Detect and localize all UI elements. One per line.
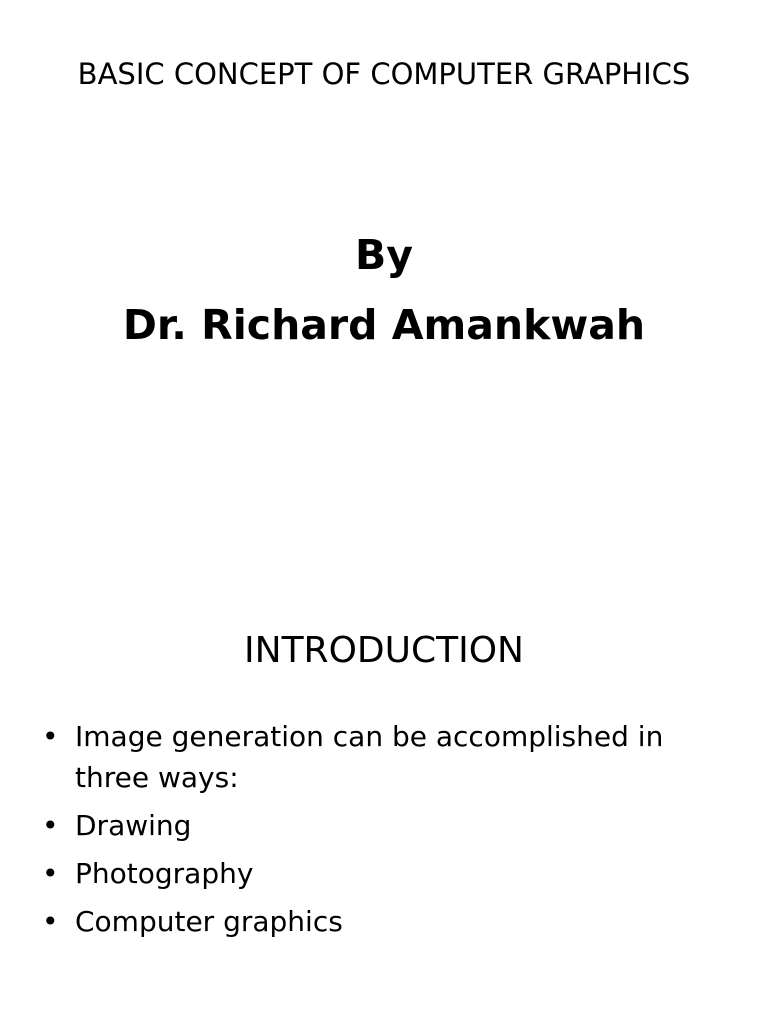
- bullet-text: Photography: [75, 857, 254, 890]
- bullet-item: [42, 805, 722, 846]
- author-name: Dr. Richard Amankwah: [122, 301, 646, 349]
- bullet-dot-icon: •: [42, 809, 59, 842]
- bullet-text: Computer graphics: [75, 905, 343, 938]
- section-title: INTRODUCTION: [244, 630, 524, 671]
- byline: By: [355, 231, 413, 279]
- bullet-item: [42, 901, 722, 942]
- bullet-text: Image generation can be accomplished in three ways:: [75, 720, 664, 794]
- bullet-dot-icon: •: [42, 857, 59, 890]
- bullet-item: [42, 716, 722, 798]
- bullet-item: [42, 853, 722, 894]
- slide-title: BASIC CONCEPT OF COMPUTER GRAPHICS: [77, 57, 691, 91]
- bullet-list: [42, 716, 722, 949]
- author-block: [0, 220, 768, 360]
- bullet-dot-icon: •: [42, 720, 59, 753]
- bullet-text: Drawing: [75, 809, 192, 842]
- bullet-dot-icon: •: [42, 905, 59, 938]
